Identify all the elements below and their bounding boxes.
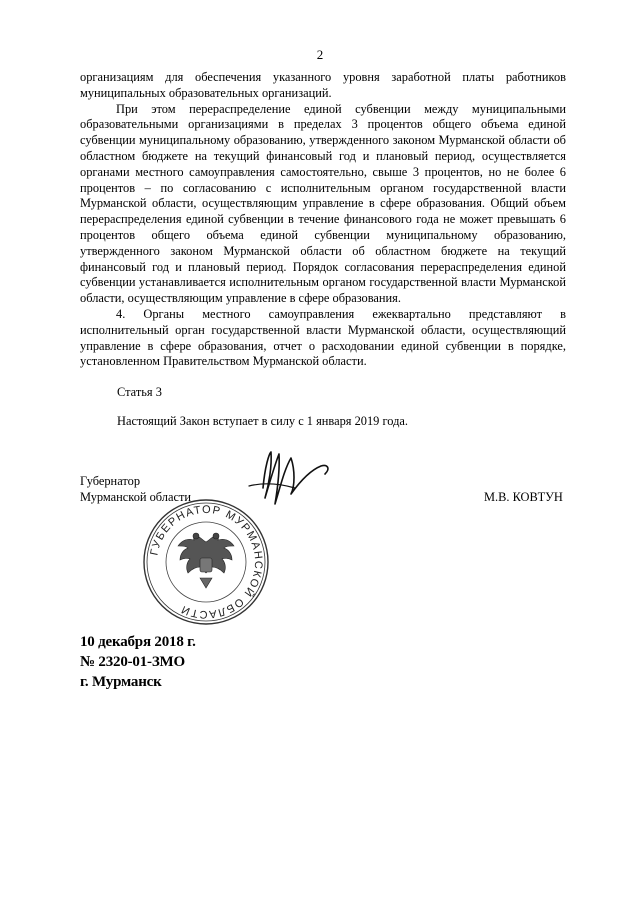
paragraph-2: При этом перераспределение единой субвенции между муниципальными образовательными организациями в пределах 3 процентов общего объема единой субвенции муниципальному образованию, утвержденного законом Мурманской области об областном бюджете на текущий финансовый год и плановый период, осуществляется органами местного самоуправления самостоятельно, свыше 3 процентов, но не более 6 процентов – по согласованию с исполнительным органом государственной власти Мурманской области, осуществляющим управление в сфере образования. Общий объем перераспределения единой субвенции в течение финансового года не может превышать 6 процентов общего объема единой субвенции муниципальному образованию, утвержденного законом Мурманской области об областном бюджете на текущий финансовый год и плановый период. Порядок согласования перераспределения единой субвенции устанавливается исполнительным органом государственной власти Мурманской области, осуществляющим управление в сфере образования.	[80, 101, 566, 306]
eagle-emblem-icon	[178, 533, 234, 588]
document-body	[80, 70, 566, 370]
page-number: 2	[316, 47, 324, 62]
signatory-title-line1: Губернатор	[80, 474, 141, 488]
footer-number: № 2320-01-ЗМО	[80, 654, 185, 670]
article-heading: Статья 3	[117, 385, 162, 399]
signatory-title-line2: Мурманской области	[80, 490, 192, 504]
paragraph-1: организациям для обеспечения указанного уровня заработной платы работников муниципальных образовательных организаций.	[80, 70, 566, 100]
document-footer	[80, 632, 196, 692]
paragraph-3: 4. Органы местного самоуправления ежеквартально представляют в исполнительный орган государственной власти Мурманской области, осуществляющий управление в сфере образования, отчет о расходовании единой субвенции в порядке, установленном Правительством Мурманской области.	[80, 306, 566, 369]
enactment-text: Настоящий Закон вступает в силу с 1 января 2019 года.	[117, 414, 408, 428]
signatory-name: М.В. КОВТУН	[484, 490, 563, 504]
official-seal	[142, 498, 270, 626]
footer-city: г. Мурманск	[80, 674, 162, 690]
footer-date: 10 декабря 2018 г.	[80, 634, 196, 650]
seal-text: ГУБЕРНАТОР МУРМАНСКОЙ ОБЛАСТИ	[148, 503, 265, 621]
